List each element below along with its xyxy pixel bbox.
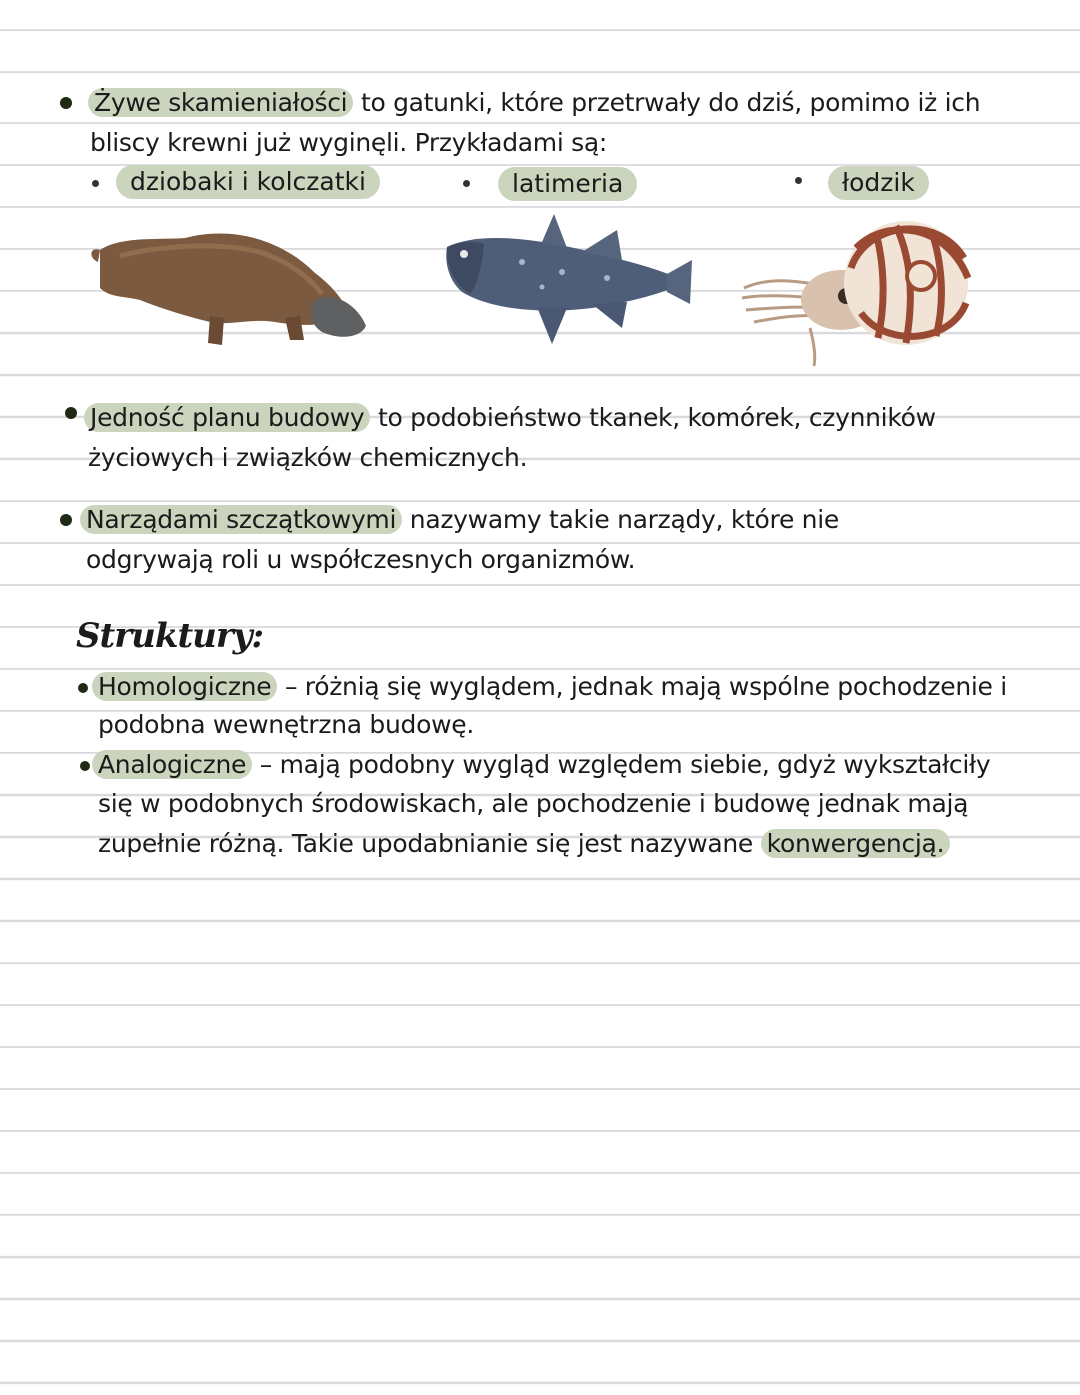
nautilus-icon bbox=[736, 218, 981, 368]
sub-bullet bbox=[463, 180, 470, 187]
analogous-term: Analogiczne bbox=[92, 750, 252, 779]
example-label-coelacanth: latimeria bbox=[498, 167, 637, 201]
bullet bbox=[65, 407, 77, 419]
homologous-line-2: podobna wewnętrzna budowę. bbox=[98, 710, 474, 739]
example-label-nautilus: łodzik bbox=[828, 166, 929, 200]
analogous-line-1: Analogiczne – mają podobny wygląd względem siebie, gdyż wykształciły bbox=[92, 745, 990, 785]
vestigial-line-2: odgrywają roli u współczesnych organizmów. bbox=[86, 545, 636, 574]
convergence-term: konwergencją. bbox=[761, 829, 951, 858]
vestigial-line-1: Narządami szczątkowymi nazywamy takie narządy, które nie bbox=[80, 500, 839, 540]
sub-bullet bbox=[795, 177, 802, 184]
platypus-icon bbox=[90, 218, 370, 353]
analogous-line-2: się w podobnych środowiskach, ale pochodzenie i budowę jednak mają bbox=[98, 789, 969, 818]
body-plan-term: Jedność planu budowy bbox=[84, 403, 370, 432]
sub-bullet bbox=[92, 180, 99, 187]
body-plan-line-1: Jedność planu budowy to podobieństwo tkanek, komórek, czynników bbox=[84, 398, 936, 438]
bullet bbox=[60, 514, 72, 526]
living-fossils-line-1: Żywe skamieniałości to gatunki, które przetrwały do dziś, pomimo iż ich bbox=[88, 83, 980, 123]
vestigial-term: Narządami szczątkowymi bbox=[80, 505, 402, 534]
living-fossils-term: Żywe skamieniałości bbox=[88, 88, 353, 117]
bullet bbox=[80, 761, 90, 771]
example-label-platypus: dziobaki i kolczatki bbox=[116, 165, 380, 199]
body-plan-line-2: życiowych i związków chemicznych. bbox=[88, 443, 528, 472]
coelacanth-icon bbox=[442, 212, 692, 352]
structures-heading: Struktury: bbox=[76, 616, 264, 656]
homologous-term: Homologiczne bbox=[92, 672, 277, 701]
bullet bbox=[78, 683, 88, 693]
bullet bbox=[60, 97, 72, 109]
living-fossils-line-2: bliscy krewni już wyginęli. Przykładami są: bbox=[90, 128, 608, 157]
analogous-line-3: zupełnie różną. Takie upodabnianie się jest nazywane konwergencją. bbox=[98, 824, 950, 864]
homologous-line-1: Homologiczne – różnią się wyglądem, jednak mają wspólne pochodzenie i bbox=[92, 667, 1007, 707]
